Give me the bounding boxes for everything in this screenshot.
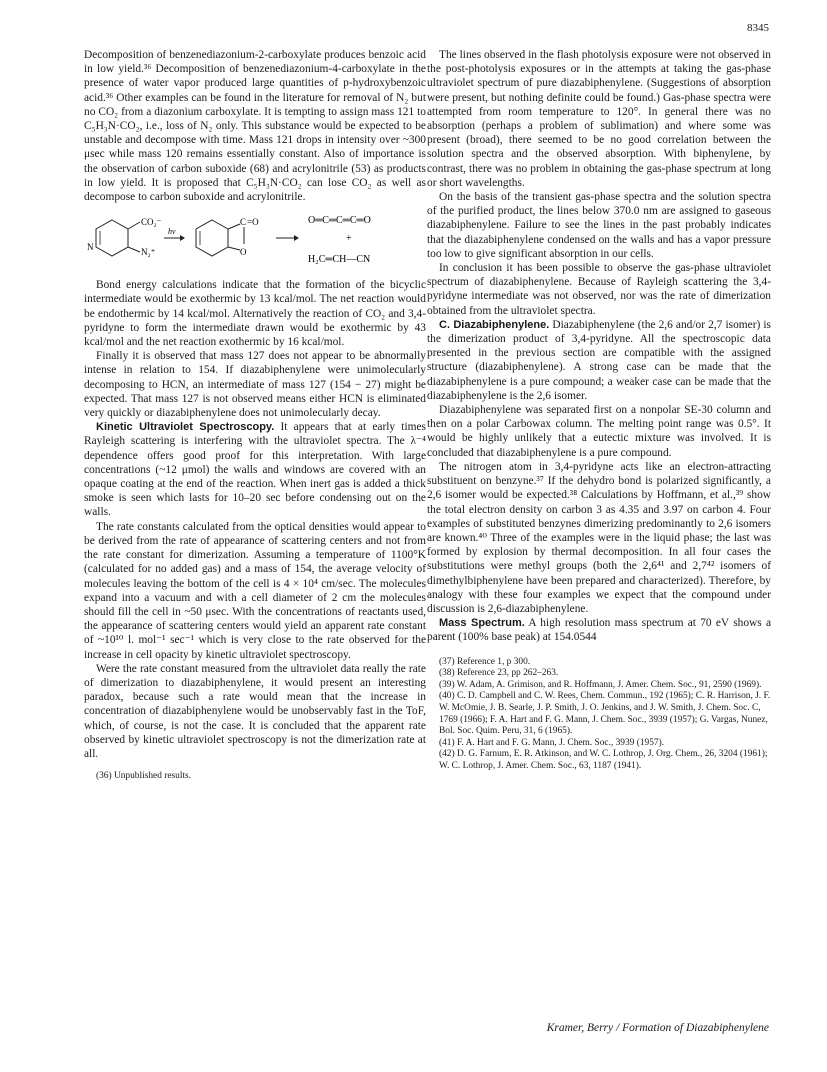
right-paragraph-7 (427, 616, 771, 644)
scheme-arrow-label: hν (168, 227, 176, 237)
footnote-36: (36) Unpublished results. (96, 771, 192, 782)
footnote-40: (40) C. D. Campbell and C. W. Rees, Chem. Commun., 192 (1965); C. R. Harrison, J. F. W. McOmie, J. B. Searle, J. P. Smith, J. O. Jenkins, and J. W. Smith, J. Chem. Soc. C, 1769 (1966); F. A. Hart and F. G. Mann, J. Chem. Soc., 3939 (1957); G. Vargas, Nunez, Bol. Soc. Quim. Peru, 31, 6 (1965). (439, 691, 771, 737)
left-paragraph-2: Bond energy calculations indicate that the formation of the bicyclic intermediate would be exothermic by 13 kcal/mol. The net reaction would be endothermic by 14 kcal/mol. Alternatively the reaction of CO₂ and 3,4-pyridyne to form the intermediate drawn would be exothermic by 43 kcal/mol and the net reaction exothermic by 16 kcal/mol. (84, 279, 426, 349)
right-paragraph-4 (427, 318, 771, 403)
left-paragraph-5: The rate constants calculated from the optical densities would appear to be derived from the rate of appearance of scattering centers and not from the rate constant for dimerization. Assuming a temperature of 1100°K (calculated for no added gas) and a mass of 154, the average velocity of molecules leaving the bottom of the cell is 4 × 10⁴ cm/sec. The molecules expand into a vacuum and with a cell diameter of 2 cm the molecules should fill the cell in ~50 μsec. With the concentrations of reactants used, the appearance of scattering centers would yield an apparent rate constant of ~10¹⁰ l. mol⁻¹ sec⁻¹ which is very close to the rate observed for the increase in cell opacity by kinetic ultraviolet spectroscopy. (84, 520, 426, 661)
right-column (427, 48, 771, 772)
right-paragraph-3: In conclusion it has been possible to observe the gas-phase ultraviolet spectrum of diazabiphenylene. Because of Rayleigh scattering the 3,4-pyridyne intermediate was not observed, nor was the rate of dimerization obtained from the ultraviolet spectra. (427, 262, 771, 317)
right-paragraph-7-text: A high resolution mass spectrum at 70 eV shows a parent (100% base peak) at 154.0544 (427, 617, 771, 644)
footnote-41: (41) F. A. Hart and F. G. Mann, J. Chem. Soc., 3939 (1957). (439, 737, 665, 748)
scheme-reactant-n: N (87, 242, 94, 253)
left-paragraph-4 (84, 420, 426, 519)
right-paragraph-4-text: Diazabiphenylene (the 2,6 and/or 2,7 isomer) is the dimerization product of 3,4-pyridyne. All the spectroscopic data presented in the previous section are compatible with the assigned structure (diazabiphenylene). A strong case can be made that the diazabiphenylene is a pure compound; a weaker case can be made that the diazabiphenylene is the 2,6 isomer. (427, 318, 771, 402)
scheme-plus: + (346, 233, 352, 245)
left-column (84, 48, 426, 783)
footnote-42: (42) D. G. Farnum, E. R. Atkinson, and W. C. Lothrop, J. Org. Chem., 26, 3204 (1961); W. C. Lothrop, J. Amer. Chem. Soc., 63, 1187 (1941). (439, 749, 768, 771)
scheme-product-carbon-suboxide: O═C═C═C═O (308, 215, 371, 227)
scheme-intermediate-c: C (240, 217, 247, 228)
section-heading-mass-spectrum: Mass Spectrum. (439, 617, 525, 630)
left-paragraph-3: Finally it is observed that mass 127 does not appear to be abnormally intense in relation to 154. If diazabiphenylene were unimolecularly decomposing to HCN, an intermediate of mass 127 (154 − 27) might be expected. That mass 127 is not observed means either HCN is eliminated very quickly or diazabiphenylene does not unimolecularly decay. (84, 350, 426, 420)
left-paragraph-1: Decomposition of benzenediazonium-2-carboxylate produces benzoic acid in low yield.³⁶ Decomposition of benzenediazonium-4-carboxylate in the presence of water vapor produced large quantities of p-hydroxybenzoic acid.³⁶ Other examples can be found in the literature for removal of N₂ but no CO₂ from a diazonium carboxylate. It is tempting to assign mass 121 to C₅H₃N·CO₂, i.e., loss of N₂ only. This substance would be expected to be unstable and decompose with time. Mass 121 drops in intensity over ~300 μsec while mass 120 remains essentially constant. Also of importance is the observation of carbon suboxide (68) and acrylonitrile (53) as products in low yield. It is proposed that C₅H₃N·CO₂ can lose CO₂ as well as decompose to carbon suboxide and acrylonitrile. (84, 49, 426, 204)
scheme-reactant-n2: N₂⁺ (141, 247, 156, 258)
right-paragraph-1: The lines observed in the flash photolysis exposure were not observed in the post-photolysis exposures or in the attempts at taking the gas-phase ultraviolet spectrum of pure diazabiphenylene. (Suggestions of absorption were present, but nothing definite could be found.) Gas-phase spectra were attempted from room temperature to 120°. In general there was no absorption (perhaps a problem of sublimation) and where some was present (broad), there seemed to be no good correlation between the solution spectra and the observed absorption. With biphenylene, by contrast, there was no problem in obtaining the gas-phase spectrum at long or short wavelengths. (427, 49, 771, 189)
footnote-37: (37) Reference 1, p 300. (439, 656, 531, 667)
footnotes (427, 657, 771, 773)
reaction-scheme (84, 210, 426, 272)
scheme-intermediate-o1: =O (247, 217, 259, 228)
right-paragraph-5: Diazabiphenylene was separated first on a nonpolar SE-30 column and then on a polar Carbowax column. The melting point range was 0.5°. It would be highly unlikely that a eutectic mixture was involved. It is concluded that diazabiphenylene is a pure compound. (427, 404, 771, 459)
footnote-38: (38) Reference 23, pp 262–263. (439, 668, 559, 679)
left-paragraph-6: Were the rate constant measured from the ultraviolet data really the rate of dimerization to diazabiphenylene, it would present an interesting paradox, because such a rate would mean that the increase in concentration of diazabiphenylene would be unobservably fast in the ToF, which, of course, is not the case. It is concluded that the apparent rate observed by kinetic ultraviolet spectroscopy is not the dimerization rate at all. (84, 662, 426, 760)
page-number: 8345 (747, 22, 769, 34)
right-paragraph-2: On the basis of the transient gas-phase spectra and the solution spectra of the purified product, the lines below 370.0 nm are assigned to gaseous diazabiphenylene. Failure to see the lines in the past probably indicates that the diazabiphenylene condensed on the walls and has a vapor pressure too low to give significant absorption in our cells. (427, 191, 771, 260)
footnote-39: (39) W. Adam, A. Grimison, and R. Hoffmann, J. Amer. Chem. Soc., 91, 2590 (1969). (439, 679, 762, 690)
right-paragraph-6: The nitrogen atom in 3,4-pyridyne acts like an electron-attracting substituent on benzyne.³⁷ If the dehydro bond is polarized significantly, a 2,6 isomer would be expected.³⁸ Calculations by Hoffmann, et al.,³⁹ show the total electron density on carbon 3 as 4.35 and 3.97 on carbon 4. Four examples of substituted benzynes dimerizing predominantly to 2,6 isomers are known.⁴⁰ Three of the examples were in the liquid phase; the last was formed by explosion by thermal decomposition. In all four cases the substitutions were methyl groups (both the 2,6⁴¹ and 2,7⁴² isomers of dimethylbiphenylene have been prepared and characterized). Therefore, by analogy with these four examples we expect that the compound under discussion is 2,6-diazabiphenylene. (427, 460, 771, 615)
scheme-reactant-co2: CO₂⁻ (141, 217, 162, 228)
running-footer: Kramer, Berry / Formation of Diazabiphenylene (546, 1022, 769, 1034)
section-heading-kinetic-uv: Kinetic Ultraviolet Spectroscopy. (96, 421, 275, 434)
scheme-intermediate-o2: O (240, 247, 247, 258)
left-paragraph-4-text: It appears that at early times Rayleigh scattering is interfering with the ultraviolet spectra. The λ⁻⁴ dependence offers good proof for this interpretation. With large concentrations (~12 μmol) the walls and windows are covered with an opaque coating at the end of the reaction. When inert gas is added a thick smoke is seen which lasts for 10–20 sec before condensing out on the walls. (84, 421, 426, 519)
section-heading-diazabiphenylene: C. Diazabiphenylene. (439, 318, 550, 331)
scheme-product-acrylonitrile: H₂C═CH—CN (308, 254, 371, 266)
